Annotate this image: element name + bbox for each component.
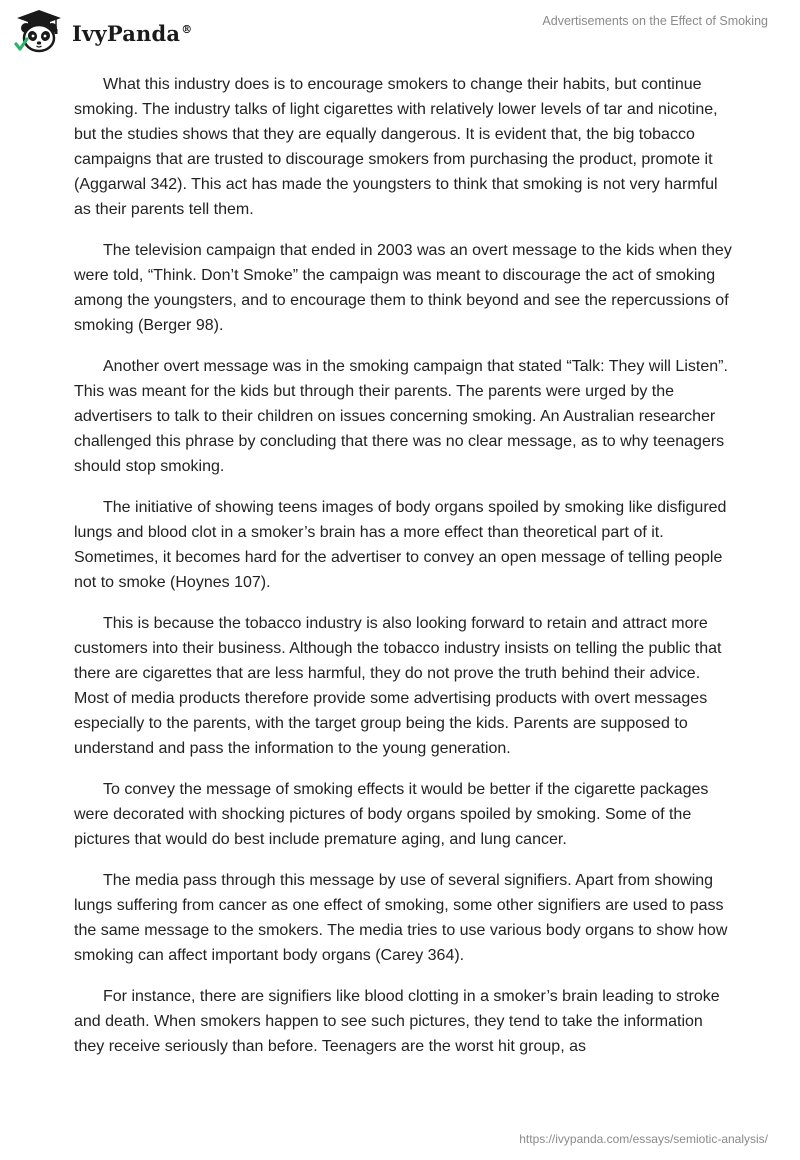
paragraph: For instance, there are signifiers like blood clotting in a smoker’s brain leading to stroke and death. When smokers happen to see such pictures, they tend to take the information they receive seriously than before. Teenagers are the worst hit group, as (74, 988, 720, 1055)
essay-body (74, 72, 734, 1075)
paragraph: The television campaign that ended in 2003 was an overt message to the kids when they were told, “Think. Don’t Smoke” the campaign was meant to discourage the act of smoking among the youngsters, and to encourage them to think beyond and see the repercussions of smoking (Berger 98). (74, 242, 732, 334)
paragraph: Another overt message was in the smoking campaign that stated “Talk: They will Listen”. This was meant for the kids but through their parents. The parents were urged by the advertisers to talk to their children on issues concerning smoking. An Australian researcher challenged this phrase by concluding that there was no clear message, as to why teenagers should stop smoking. (74, 358, 728, 475)
brand-name: IvyPanda® (72, 20, 193, 46)
paragraph: This is because the tobacco industry is also looking forward to retain and attract more customers into their business. Although the tobacco industry insists on telling the public that there are cigarettes that are less harmful, they do not prove the truth behind their advice. Most of media products therefore provide some advertising products with overt messages especially to the parents, with the target group being the kids. Parents are supposed to understand and pass the information to the young generation. (74, 615, 722, 757)
brand-logo[interactable] (14, 8, 192, 56)
paragraph: The media pass through this message by use of several signifiers. Apart from showing lungs suffering from cancer as one effect of smoking, some other signifiers are used to pass the same message to the smokers. The media tries to use various body organs to show how smoking can affect important body organs (Carey 364). (74, 872, 728, 964)
paragraph: The initiative of showing teens images of body organs spoiled by smoking like disfigured lungs and blood clot in a smoker’s brain has a more effect than theoretical part of it. Sometimes, it becomes hard for the advertiser to convey an open message of telling people not to smoke (Hoynes 107). (74, 499, 727, 591)
page-header (0, 0, 800, 60)
paragraph: What this industry does is to encourage smokers to change their habits, but continue smoking. The industry talks of light cigarettes with relatively lower levels of tar and nicotine, but the studies shows that they are equally dangerous. It is evident that, the big tobacco campaigns that are trusted to discourage smokers from purchasing the product, promote it (Aggarwal 342). This act has made the youngsters to think that smoking is not very harmful as their parents tell them. (74, 76, 718, 218)
document-title: Advertisements on the Effect of Smoking (542, 14, 768, 28)
panda-graduate-logo-icon (14, 8, 64, 56)
source-url[interactable]: https://ivypanda.com/essays/semiotic-analysis/ (519, 1132, 768, 1146)
paragraph: To convey the message of smoking effects it would be better if the cigarette packages were decorated with shocking pictures of body organs spoiled by smoking. Some of the pictures that would do best include premature aging, and lung cancer. (74, 781, 709, 848)
registered-mark: ® (181, 22, 193, 36)
